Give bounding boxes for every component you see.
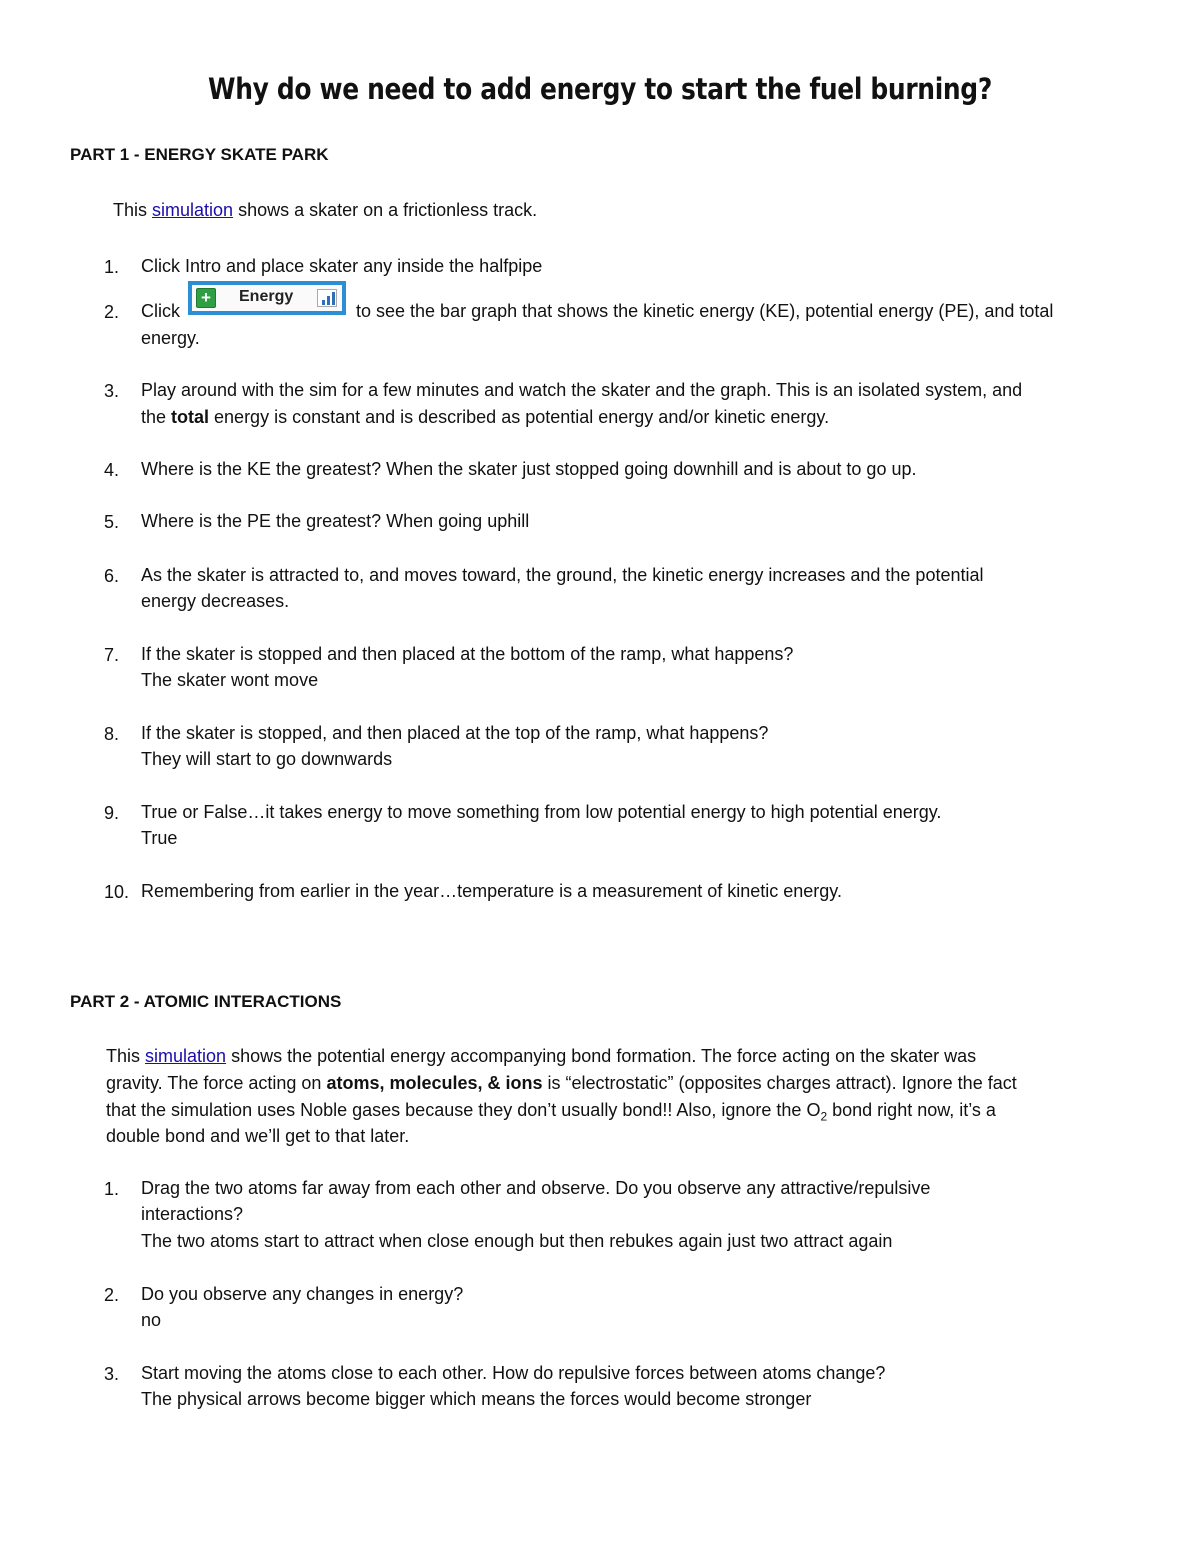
list-item: Remembering from earlier in the year…temperature is a measurement of kinetic energy.	[141, 881, 842, 901]
list-item: If the skater is stopped, and then placed at the top of the ramp, what happens?	[141, 723, 769, 743]
list-number: 8.	[104, 724, 120, 744]
list-number: 1.	[104, 257, 120, 277]
list-number: 1.	[104, 1179, 120, 1199]
list-number: 9.	[104, 803, 120, 823]
energy-button-label: Energy	[239, 288, 294, 305]
list-number: 4.	[104, 460, 120, 480]
bold-text: total	[171, 407, 210, 427]
list-item	[141, 404, 829, 431]
list-item: to see the bar graph that shows the kinetic energy (KE), potential energy (PE), and total	[356, 301, 1054, 321]
list-number: 7.	[104, 645, 120, 665]
list-item: Drag the two atoms far away from each other and observe. Do you observe any attractive/repulsive	[141, 1178, 931, 1198]
list-item-answer: The physical arrows become bigger which means the forces would become stronger	[141, 1389, 812, 1409]
part1-intro	[113, 197, 537, 224]
text: the	[141, 407, 172, 427]
list-number: 3.	[104, 381, 120, 401]
bar-chart-icon	[317, 289, 337, 307]
text: that the simulation uses Noble gases because they don’t usually bond!! Also, ignore the O	[106, 1100, 821, 1120]
intro-text: This	[113, 200, 153, 220]
text: is “electrostatic” (opposites charges attract). Ignore the fact	[542, 1073, 1017, 1093]
list-number: 3.	[104, 1364, 120, 1384]
list-item: Where is the PE the greatest? When going uphill	[141, 511, 530, 531]
list-item: If the skater is stopped and then placed at the bottom of the ramp, what happens?	[141, 644, 794, 664]
simulation-link[interactable]: simulation	[145, 1046, 227, 1066]
list-number: 6.	[104, 566, 120, 586]
list-item-answer: The skater wont move	[141, 670, 319, 690]
list-item-answer: The two atoms start to attract when close enough but then rebukes again just two attract again	[141, 1231, 893, 1251]
simulation-link[interactable]: simulation	[152, 200, 234, 220]
list-number: 2.	[104, 1285, 120, 1305]
energy-button[interactable]	[188, 281, 346, 315]
part2-heading: PART 2 - ATOMIC INTERACTIONS	[70, 992, 342, 1011]
list-item: interactions?	[141, 1204, 244, 1224]
page-title: Why do we need to add energy to start the fuel burning?	[208, 72, 992, 106]
text: This	[106, 1046, 146, 1066]
list-number: 2.	[104, 302, 120, 322]
list-number: 5.	[104, 512, 120, 532]
text: gravity. The force acting on	[106, 1073, 327, 1093]
list-number: 10.	[104, 882, 130, 902]
intro-text: shows a skater on a frictionless track.	[233, 200, 538, 220]
list-item-answer: True	[141, 828, 178, 848]
part2-intro-line	[106, 1043, 976, 1070]
text: energy is constant and is described as potential energy and/or kinetic energy.	[209, 407, 830, 427]
list-item: Click	[141, 301, 180, 321]
part2-intro-line	[106, 1070, 1017, 1097]
list-item: Where is the KE the greatest? When the skater just stopped going downhill and is about to go up.	[141, 459, 917, 479]
text: shows the potential energy accompanying bond formation. The force acting on the skater was	[226, 1046, 977, 1066]
list-item: True or False…it takes energy to move something from low potential energy to high potential energy.	[141, 802, 942, 822]
part1-heading: PART 1 - ENERGY SKATE PARK	[70, 145, 329, 164]
subscript: 2	[820, 1109, 828, 1124]
list-item: As the skater is attracted to, and moves toward, the ground, the kinetic energy increases and the potential	[141, 565, 984, 585]
bold-text: atoms, molecules, & ions	[326, 1073, 543, 1093]
list-item: Play around with the sim for a few minutes and watch the skater and the graph. This is an isolated system, and	[141, 380, 1023, 400]
list-item: Do you observe any changes in energy?	[141, 1284, 464, 1304]
text: bond right now, it’s a	[827, 1100, 996, 1120]
list-item-answer: They will start to go downwards	[141, 749, 393, 769]
list-item: Start moving the atoms close to each other. How do repulsive forces between atoms change?	[141, 1363, 886, 1383]
list-item: energy decreases.	[141, 591, 290, 611]
plus-icon: +	[196, 288, 216, 308]
list-item-answer: no	[141, 1310, 162, 1330]
list-item: energy.	[141, 328, 200, 348]
part2-intro-line: double bond and we’ll get to that later.	[106, 1126, 410, 1146]
list-item: Click Intro and place skater any inside the halfpipe	[141, 256, 543, 276]
